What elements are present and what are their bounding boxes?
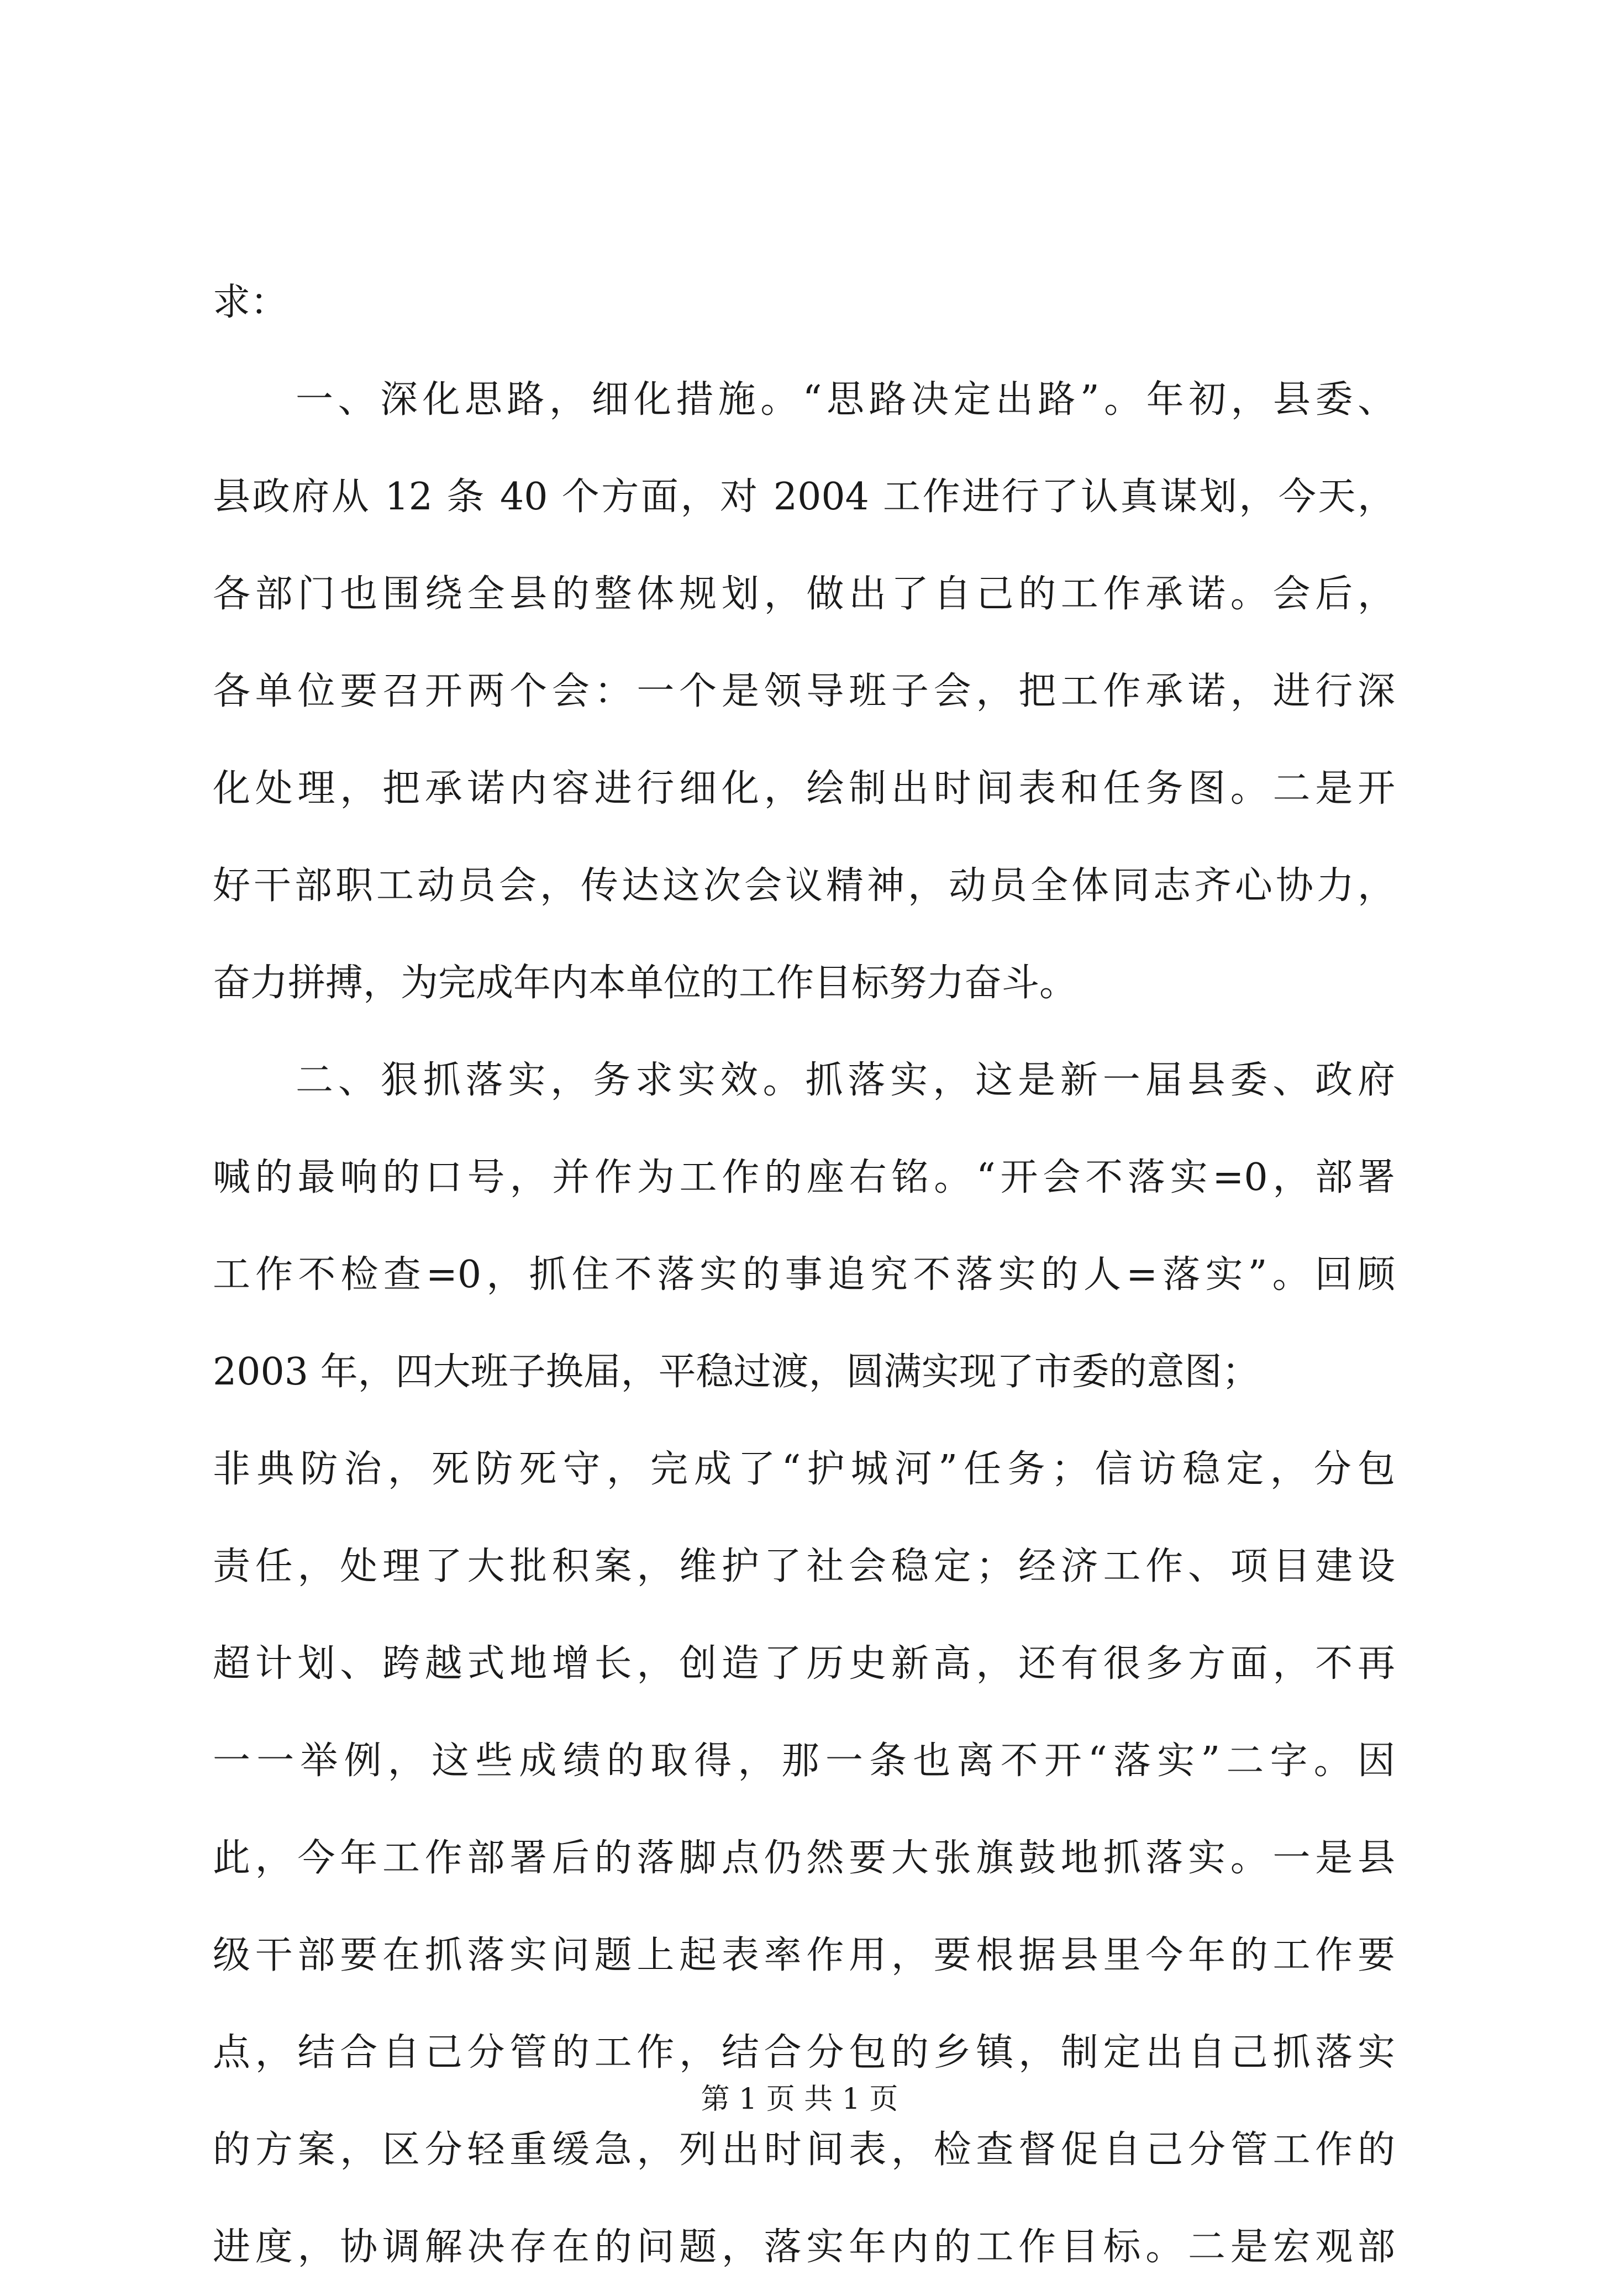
text-line: 超计划、跨越式地增长，创造了历史新高，还有很多方面，不再 xyxy=(213,1642,1395,1686)
text-line: 点，结合自己分管的工作，结合分包的乡镇，制定出自己抓落实 xyxy=(213,2031,1395,2074)
text-line: 责任，处理了大批积案，维护了社会稳定；经济工作、项目建设 xyxy=(213,1545,1395,1588)
text-line: 县政府从 12 条 40 个方面，对 2004 工作进行了认真谋划，今天， xyxy=(213,475,1395,519)
text-line: 化处理，把承诺内容进行细化，绘制出时间表和任务图。二是开 xyxy=(213,767,1395,810)
text-line: 2003 年，四大班子换届，平稳过渡，圆满实现了市委的意图； xyxy=(213,1350,1260,1394)
text-line: 工作不检查=0，抓住不落实的事追究不落实的人=落实”。回顾 xyxy=(213,1253,1395,1297)
text-line: 各部门也围绕全县的整体规划，做出了自己的工作承诺。会后， xyxy=(213,572,1395,616)
page-number-footer: 第 1 页 共 1 页 xyxy=(701,2083,898,2116)
text-line: 喊的最响的口号，并作为工作的座右铭。“开会不落实=0，部署 xyxy=(213,1156,1395,1199)
document-body xyxy=(213,254,1395,2296)
text-line: 级干部要在抓落实问题上起表率作用，要根据县里今年的工作要 xyxy=(213,1934,1395,1977)
text-line: 的方案，区分轻重缓急，列出时间表，检查督促自己分管工作的 xyxy=(213,2128,1395,2172)
text-line: 此，今年工作部署后的落脚点仍然要大张旗鼓地抓落实。一是县 xyxy=(213,1836,1395,1880)
text-line: 奋力拼搏，为完成年内本单位的工作目标努力奋斗。 xyxy=(213,961,1077,1005)
text-line: 求： xyxy=(213,281,288,324)
text-line: 进度，协调解决存在的问题，落实年内的工作目标。二是宏观部 xyxy=(213,2225,1395,2269)
paragraph-2-first-line: 二、狠抓落实，务求实效。抓落实，这是新一届县委、政府 xyxy=(296,1059,1395,1102)
text-line: 非典防治，死防死守，完成了“护城河”任务；信访稳定，分包 xyxy=(213,1447,1395,1491)
text-line: 好干部职工动员会，传达这次会议精神，动员全体同志齐心协力， xyxy=(213,864,1395,908)
text-line: 一一举例，这些成绩的取得，那一条也离不开“落实”二字。因 xyxy=(213,1739,1395,1783)
text-line: 各单位要召开两个会：一个是领导班子会，把工作承诺，进行深 xyxy=(213,670,1395,713)
paragraph-1-first-line: 一、深化思路，细化措施。“思路决定出路”。年初，县委、 xyxy=(296,378,1395,422)
